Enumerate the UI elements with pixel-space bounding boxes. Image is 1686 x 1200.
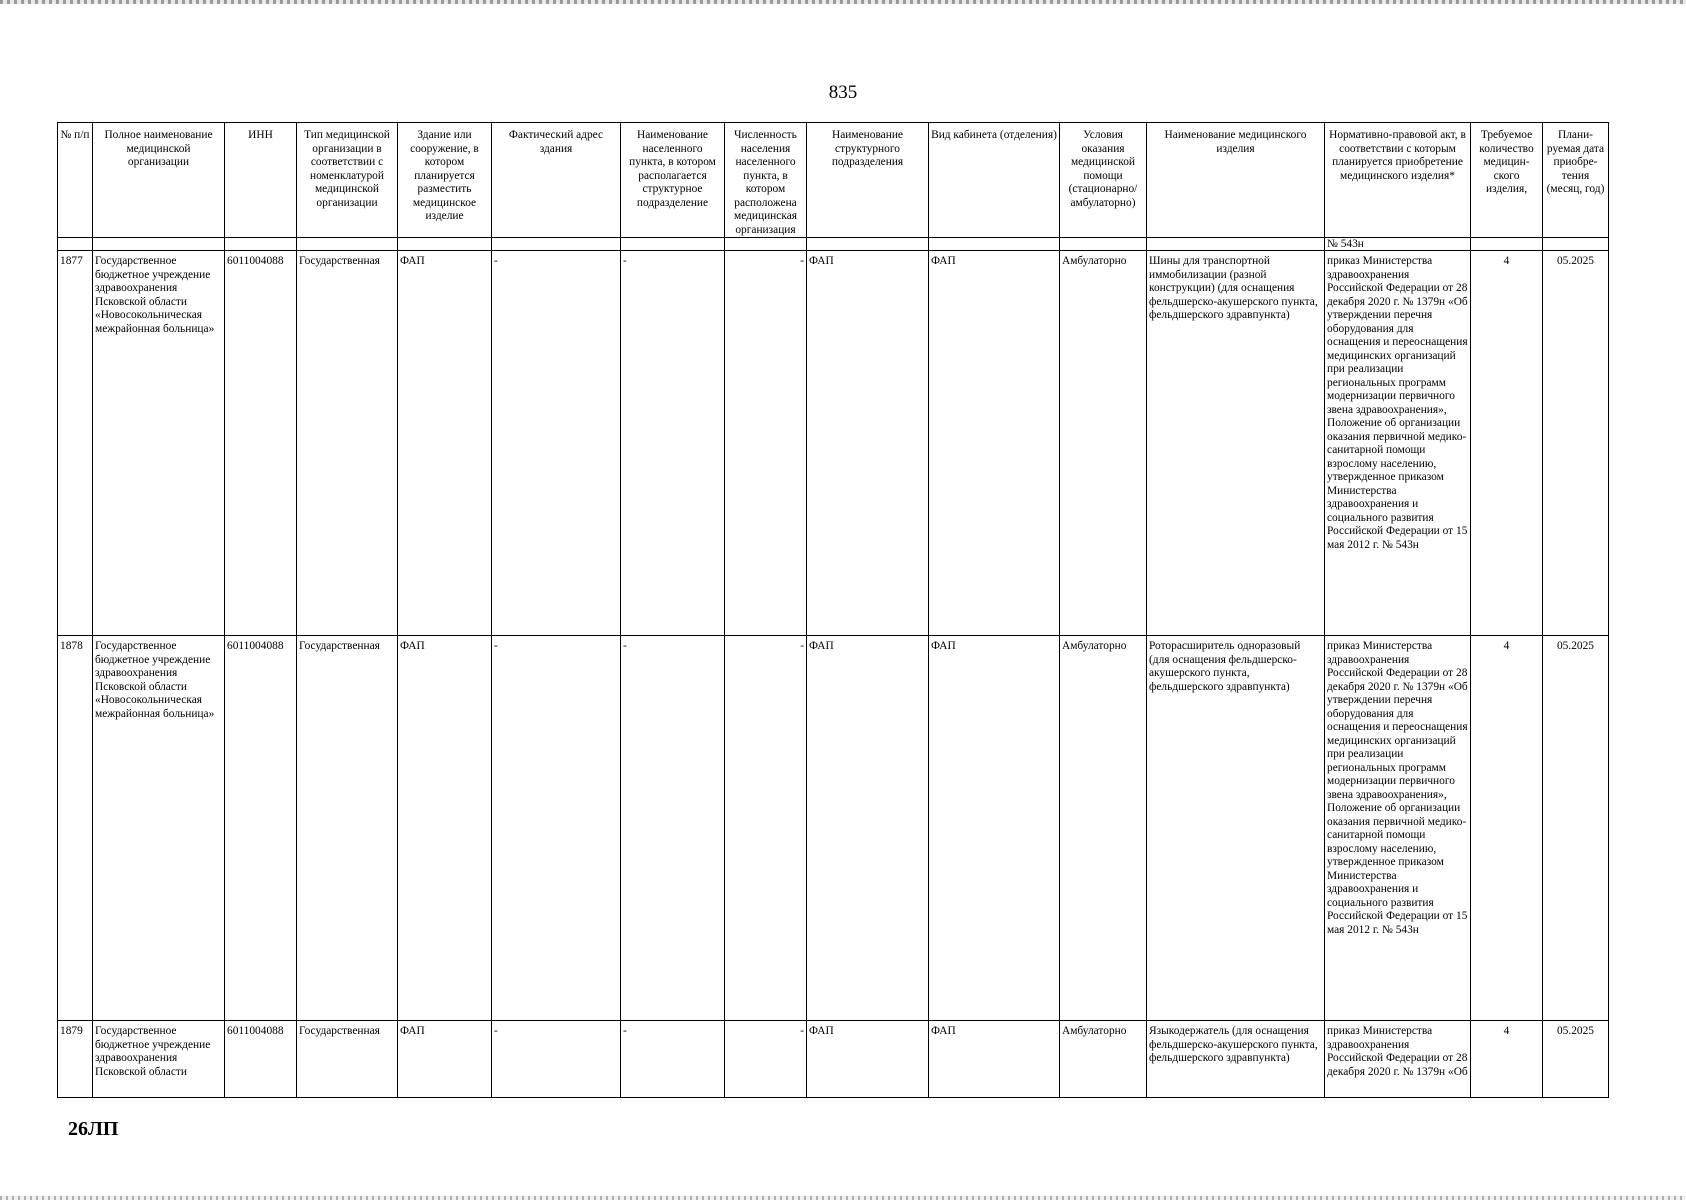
continuation-row — [58, 238, 1609, 251]
header-cell-act: Нормативно-правовой акт, в соответствии с которым планируется приобретение медицинского изделия* — [1325, 123, 1471, 238]
cell-type: Государственная — [297, 636, 398, 1021]
document-code: 26ЛП — [68, 1118, 119, 1140]
cell-org: Государственное бюджетное учреждение здравоохранения Псковской области «Новосокольническая межрайонная больница» — [93, 636, 225, 1021]
header-cell-org: Полное наименование медицинской организации — [93, 123, 225, 238]
cell-conditions: Амбулаторно — [1060, 251, 1147, 636]
cell-population: - — [725, 251, 807, 636]
cell-address: - — [492, 1021, 621, 1098]
cell-settlement: - — [621, 636, 725, 1021]
cell-device: Языкодержатель (для оснащения фельдшерско-акушерского пункта, фельдшерского здравпункта) — [1147, 1021, 1325, 1098]
cell-type: Государственная — [297, 1021, 398, 1098]
table-row — [58, 1021, 1609, 1098]
cell-settlement: - — [621, 1021, 725, 1098]
header-cell-conditions: Условия оказания медицинской помощи (стационарно/ амбулаторно) — [1060, 123, 1147, 238]
cell-address: - — [492, 636, 621, 1021]
cell-settlement: - — [621, 251, 725, 636]
cell-type: Государственная — [297, 251, 398, 636]
cell-qty: 4 — [1471, 636, 1543, 1021]
cell-act: приказ Министерства здравоохранения Российской Федерации от 28 декабря 2020 г. № 1379н «Об — [1325, 1021, 1471, 1098]
cell-qty: 4 — [1471, 251, 1543, 636]
table-header-row — [58, 123, 1609, 238]
continuation-act: № 543н — [1325, 238, 1471, 251]
header-cell-number: № п/п — [58, 123, 93, 238]
header-cell-unit: Наименование структурного подразделения — [807, 123, 929, 238]
header-cell-cabinet: Вид кабинета (отделения) — [929, 123, 1060, 238]
header-cell-settlement: Наименование населенного пункта, в котором располагается структурное подразделение — [621, 123, 725, 238]
cell-population: - — [725, 1021, 807, 1098]
header-cell-building: Здание или сооружение, в котором планируется разместить медицинское изделие — [398, 123, 492, 238]
scan-edge-bottom — [0, 1196, 1686, 1200]
cell-org: Государственное бюджетное учреждение здравоохранения Псковской области «Новосокольническая межрайонная больница» — [93, 251, 225, 636]
cell-unit: ФАП — [807, 636, 929, 1021]
cell-date: 05.2025 — [1543, 1021, 1609, 1098]
cell-building: ФАП — [398, 1021, 492, 1098]
cell-inn: 6011004088 — [225, 1021, 297, 1098]
table-row — [58, 251, 1609, 636]
cell-qty: 4 — [1471, 1021, 1543, 1098]
table-row — [58, 636, 1609, 1021]
cell-act: приказ Министерства здравоохранения Российской Федерации от 28 декабря 2020 г. № 1379н «Об утверждении перечня оборудования для оснащения и переоснащения медицинских организаций при реализации региональных программ модернизации первичного звена здравоохранения», Положение об организации оказания первичной медико-санитарной помощи взрослому населению, утвержденное приказом Министерства здравоохранения и социального развития Российской Федерации от 15 мая 2012 г. № 543н — [1325, 251, 1471, 636]
cell-org: Государственное бюджетное учреждение здравоохранения Псковской области — [93, 1021, 225, 1098]
cell-building: ФАП — [398, 251, 492, 636]
header-cell-type: Тип медицинской организации в соответствии с номенклатурой медицинской организации — [297, 123, 398, 238]
cell-population: - — [725, 636, 807, 1021]
cell-date: 05.2025 — [1543, 636, 1609, 1021]
cell-unit: ФАП — [807, 1021, 929, 1098]
cell-address: - — [492, 251, 621, 636]
cell-device: Роторасширитель одноразовый (для оснащения фельдшерско-акушерского пункта, фельдшерского здравпункта) — [1147, 636, 1325, 1021]
cell-conditions: Амбулаторно — [1060, 636, 1147, 1021]
cell-conditions: Амбулаторно — [1060, 1021, 1147, 1098]
header-cell-population: Численность населения населенного пункта, в котором расположена медицинская организация — [725, 123, 807, 238]
cell-number: 1878 — [58, 636, 93, 1021]
scan-edge-top — [0, 0, 1686, 4]
cell-unit: ФАП — [807, 251, 929, 636]
cell-act: приказ Министерства здравоохранения Российской Федерации от 28 декабря 2020 г. № 1379н «Об утверждении перечня оборудования для оснащения и переоснащения медицинских организаций при реализации региональных программ модернизации первичного звена здравоохранения», Положение об организации оказания первичной медико-санитарной помощи взрослому населению, утвержденное приказом Министерства здравоохранения и социального развития Российской Федерации от 15 мая 2012 г. № 543н — [1325, 636, 1471, 1021]
header-cell-date: Плани-руемая дата приобре-тения (месяц, год) — [1543, 123, 1609, 238]
header-cell-inn: ИНН — [225, 123, 297, 238]
cell-cabinet: ФАП — [929, 251, 1060, 636]
equipment-table — [57, 122, 1609, 1098]
page-number: 835 — [828, 82, 858, 103]
cell-number: 1877 — [58, 251, 93, 636]
cell-inn: 6011004088 — [225, 636, 297, 1021]
header-cell-device: Наименование медицинского изделия — [1147, 123, 1325, 238]
cell-cabinet: ФАП — [929, 636, 1060, 1021]
header-cell-qty: Требуемое количество медицин-ского изделия, — [1471, 123, 1543, 238]
cell-cabinet: ФАП — [929, 1021, 1060, 1098]
cell-date: 05.2025 — [1543, 251, 1609, 636]
cell-inn: 6011004088 — [225, 251, 297, 636]
cell-number: 1879 — [58, 1021, 93, 1098]
header-cell-address: Фактический адрес здания — [492, 123, 621, 238]
cell-device: Шины для транспортной иммобилизации (разной конструкции) (для оснащения фельдшерско-акушерского пункта, фельдшерского здравпункта) — [1147, 251, 1325, 636]
cell-building: ФАП — [398, 636, 492, 1021]
